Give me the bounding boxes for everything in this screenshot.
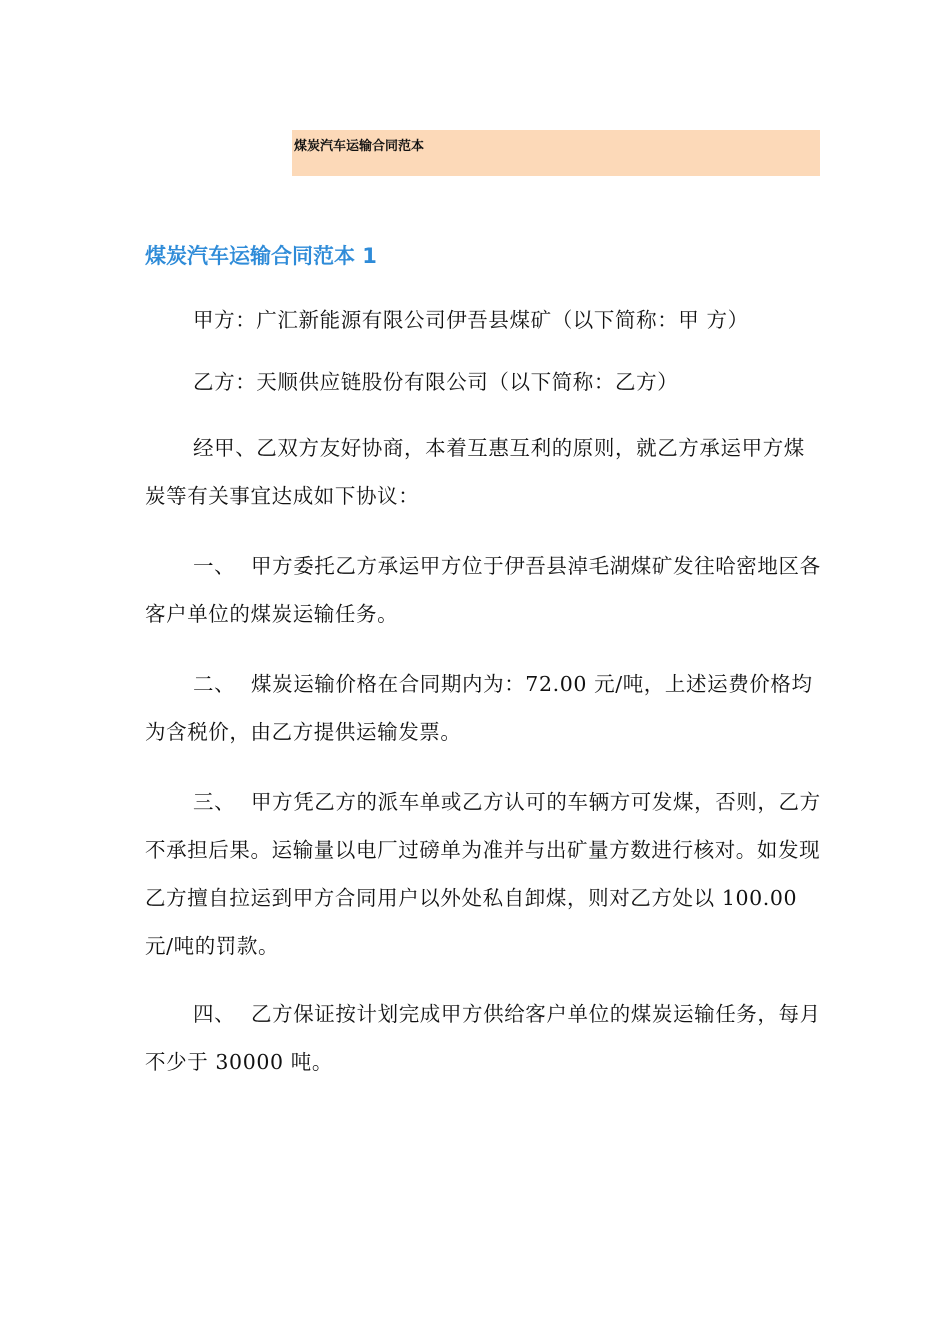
clause-1-text: 甲方委托乙方承运甲方位于伊吾县淖毛湖煤矿发往哈密地区各客户单位的煤炭运输任务。 [145,554,821,626]
clause-2 [145,660,821,756]
clause-1 [145,542,821,638]
header-title: 煤炭汽车运输合同范本 [294,139,425,154]
party-b-line: 乙方：天顺供应链股份有限公司（以下简称：乙方） [193,370,679,394]
clause-3 [145,778,821,970]
clause-4-text: 乙方保证按计划完成甲方供给客户单位的煤炭运输任务，每月不少于 30000 吨。 [145,1002,821,1074]
clause-3-text: 甲方凭乙方的派车单或乙方认可的车辆方可发煤，否则，乙方不承担后果。运输量以电厂过磅单为准并与出矿量方数进行核对。如发现乙方擅自拉运到甲方合同用户以外处私自卸煤，则对乙方处以 100.00 元/吨的罚款。 [145,790,821,958]
clause-2-text: 煤炭运输价格在合同期内为：72.00 元/吨，上述运费价格均为含税价，由乙方提供运输发票。 [145,672,813,744]
clause-2-number: 二、 [193,672,236,696]
clause-4 [145,990,821,1086]
document-heading: 煤炭汽车运输合同范本 1 [145,244,377,268]
party-a-line: 甲方：广汇新能源有限公司伊吾县煤矿（以下简称：甲 方） [193,308,749,332]
clause-4-number: 四、 [193,1002,236,1026]
header-band [292,130,820,176]
intro-paragraph: 经甲、乙双方友好协商，本着互惠互利的原则，就乙方承运甲方煤炭等有关事宜达成如下协议： [145,436,805,508]
clause-1-number: 一、 [193,554,236,578]
clause-3-number: 三、 [193,790,236,814]
